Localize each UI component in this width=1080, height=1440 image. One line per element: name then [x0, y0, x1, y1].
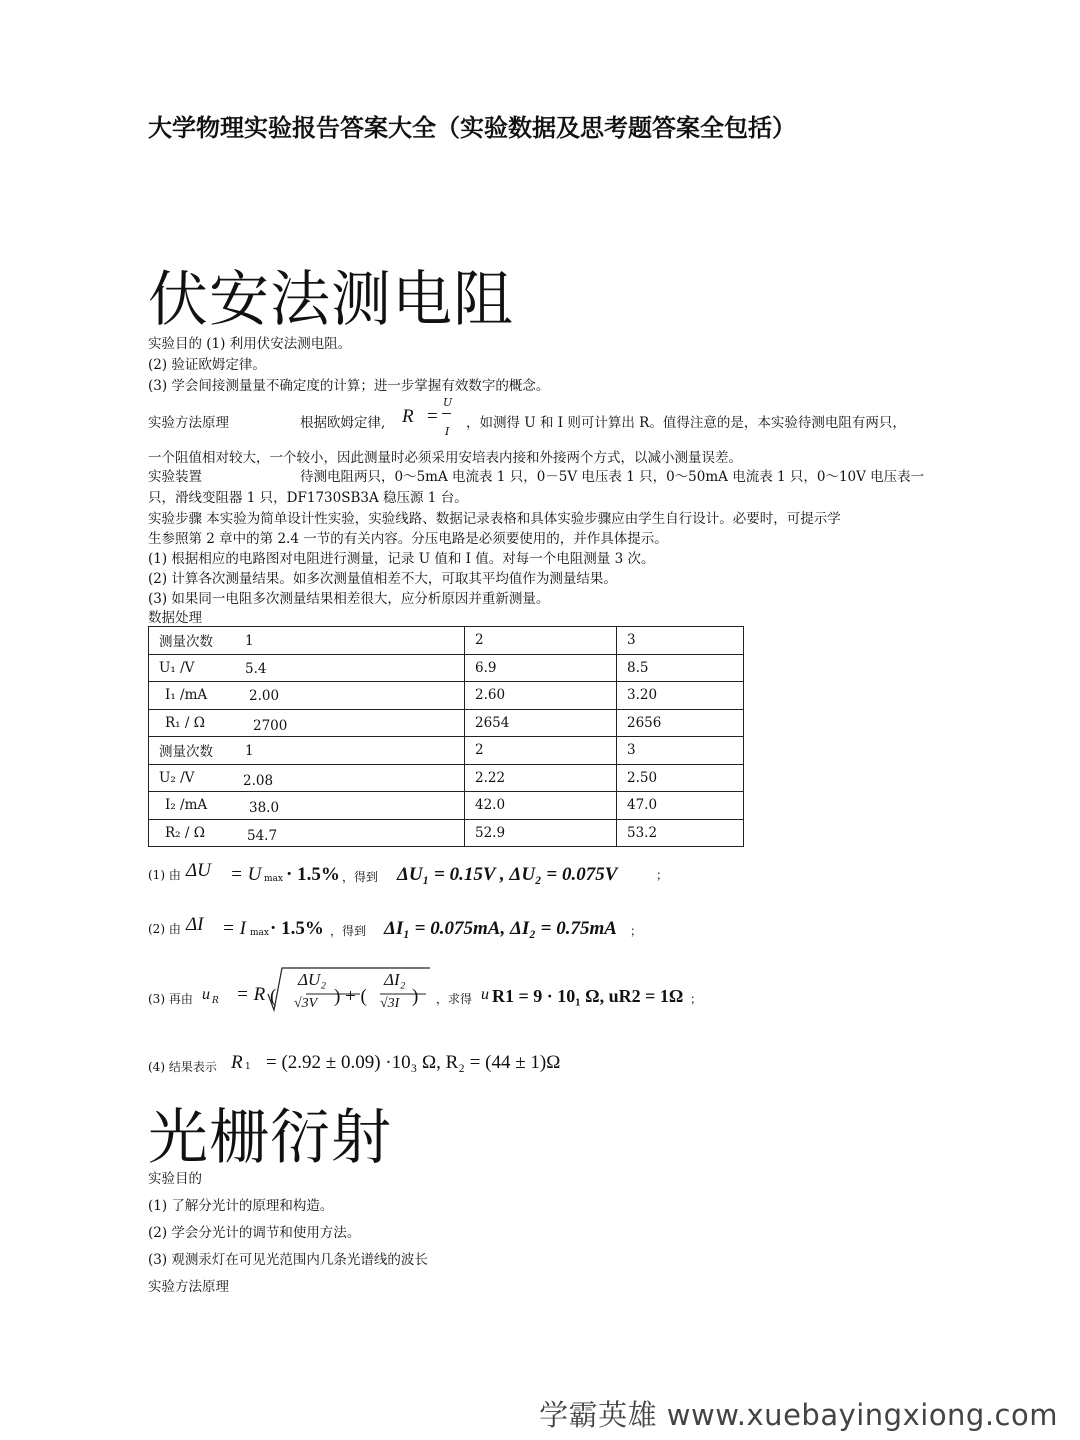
table-cell: 2654	[465, 709, 617, 737]
table-cell: 2.50	[617, 764, 744, 792]
grating-purpose-label: 实验目的	[148, 1171, 202, 1187]
grating-purpose-1: (1) 了解分光计的原理和构造。	[148, 1198, 334, 1214]
principle-u-symbol: U	[443, 396, 453, 409]
formula-3-open-paren: (	[270, 986, 277, 1007]
table-cell-label: 测量次数	[159, 744, 213, 761]
formula-3-r: R	[212, 996, 219, 1006]
table-cell: 3	[617, 627, 744, 655]
formula-4-prefix: (4) 结果表示	[148, 1060, 217, 1074]
table-cell-label: R₂ / Ω	[165, 824, 205, 841]
formula-3-result: R1 = 9 · 10₁ Ω, uR2 = 1Ω	[492, 986, 684, 1006]
formula-1-get: ，得到	[342, 870, 379, 884]
steps-line-5: (3) 如果同一电阻多次测量结果相差很大，应分析原因并重新测量。	[148, 591, 550, 607]
formula-3-get: ，求得	[436, 992, 473, 1006]
formula-2-prefix: (2) 由	[148, 922, 181, 936]
formula-2-get: ，得到	[330, 924, 367, 938]
table-row	[149, 654, 744, 682]
formula-4-sub: 1	[245, 1062, 251, 1072]
data-processing-label: 数据处理	[148, 610, 202, 626]
formula-2-eq: = I	[222, 918, 246, 939]
grating-purpose-3: (3) 观测汞灯在可见光范围内几条光谱线的波长	[148, 1252, 428, 1268]
formula-3-root-2: √3I	[380, 996, 400, 1011]
formula-1-prefix: (1) 由	[148, 868, 181, 882]
purpose-line-3: (3) 学会间接测量量不确定度的计算；进一步掌握有效数字的概念。	[148, 378, 550, 394]
table-cell: 1	[245, 633, 254, 649]
formula-1-eq: = U	[230, 864, 262, 885]
table-row	[149, 792, 744, 820]
steps-line-4: (2) 计算各次测量结果。如多次测量值相差不大，可取其平均值作为测量结果。	[148, 571, 617, 587]
principle-line-2: 一个阻值相对较大，一个较小，因此测量时必须采用安培表内接和外接两个方式，以减小测量误差。	[148, 450, 742, 466]
measurement-table	[148, 626, 744, 847]
device-line-2: 只，滑线变阻器 1 只，DF1730SB3A 稳压源 1 台。	[148, 490, 468, 506]
formula-3-result-u: u	[481, 986, 489, 1003]
table-cell: 2.00	[249, 688, 280, 704]
table-cell: 2.22	[465, 764, 617, 792]
section-heading-grating: 光栅衍射	[148, 1103, 392, 1173]
formula-2-end: ；	[630, 924, 643, 938]
table-cell-label: I₁ /mA	[165, 687, 208, 704]
table-row	[149, 764, 744, 792]
grating-principle-label: 实验方法原理	[148, 1279, 229, 1295]
table-cell: 53.2	[617, 819, 744, 847]
table-cell-label: I₂ /mA	[165, 797, 208, 814]
table-cell: 3.20	[617, 682, 744, 710]
formula-3-u: u	[202, 986, 210, 1003]
formula-3-root: √3V	[294, 996, 318, 1011]
steps-line-1: 实验步骤 本实验为简单设计性实验，实验线路、数据记录表格和具体实验步骤应由学生自行设计。必要时，可提示学	[148, 511, 841, 527]
formula-1-tail: · 1.5%	[286, 864, 340, 885]
steps-line-2: 生参照第 2 章中的第 2.4 一节的有关内容。分压电路是必须要使用的，并作具体提示。	[148, 531, 668, 547]
steps-line-3: (1) 根据相应的电路图对电阻进行测量，记录 U 值和 I 值。对每一个电阻测量 3 次。	[148, 551, 655, 567]
table-cell: 54.7	[247, 827, 278, 844]
formula-2-delta: ΔI	[186, 914, 204, 935]
principle-r-symbol: R	[402, 406, 414, 427]
table-cell: 2656	[617, 709, 744, 737]
table-cell: 3	[617, 737, 744, 765]
table-cell: 5.4	[245, 660, 267, 677]
formula-1-end: ；	[656, 868, 669, 882]
formula-2-tail: · 1.5%	[270, 918, 324, 939]
table-cell-label: U₁ /V	[159, 659, 195, 676]
formula-3-eq: = R	[236, 984, 266, 1005]
device-line-1: 待测电阻两只，0～5mA 电流表 1 只，0－5V 电压表 1 只，0～50mA 电流表 1 只，0～10V 电压表一	[300, 469, 925, 485]
formula-1-max: max	[264, 874, 283, 884]
formula-4-r1: R	[231, 1052, 243, 1073]
formula-1-result: ΔU₁ = 0.15V , ΔU₂ = 0.075V	[397, 864, 618, 885]
formula-3-close: )	[412, 986, 419, 1007]
principle-rest: ，如测得 U 和 I 则可计算出 R。值得注意的是，本实验待测电阻有两只，	[466, 415, 906, 431]
table-row	[149, 819, 744, 847]
purpose-line-2: (2) 验证欧姆定律。	[148, 357, 266, 373]
device-label: 实验装置	[148, 469, 202, 485]
table-cell: 2.60	[465, 682, 617, 710]
formula-2-max: max	[250, 928, 269, 938]
principle-intro: 根据欧姆定律,	[300, 415, 386, 431]
fraction-bar	[442, 413, 451, 414]
formula-3-plus: ) + (	[334, 986, 367, 1007]
formula-1-delta: ΔU	[186, 860, 211, 881]
formula-2-result: ΔI₁ = 0.075mA, ΔI₂ = 0.75mA	[384, 918, 617, 939]
principle-i-symbol: I	[445, 425, 450, 438]
formula-4-result: = (2.92 ± 0.09) ·10₃ Ω, R₂ = (44 ± 1)Ω	[266, 1052, 561, 1073]
table-cell: 2	[465, 737, 617, 765]
table-cell-label: U₂ /V	[159, 769, 195, 786]
table-row	[149, 709, 744, 737]
principle-label: 实验方法原理	[148, 415, 229, 431]
table-cell-label: 测量次数	[159, 634, 213, 651]
grating-purpose-2: (2) 学会分光计的调节和使用方法。	[148, 1225, 361, 1241]
formula-3-end: ；	[690, 992, 703, 1006]
purpose-line-1: 实验目的 (1) 利用伏安法测电阻。	[148, 336, 352, 352]
formula-3-di: ΔI₂	[384, 970, 406, 989]
table-cell: 47.0	[617, 792, 744, 820]
table-cell: 52.9	[465, 819, 617, 847]
table-row	[149, 627, 744, 655]
table-row	[149, 682, 744, 710]
table-cell: 6.9	[465, 654, 617, 682]
formula-3-du: ΔU₂	[298, 970, 327, 989]
watermark: 学霸英雄 www.xuebayingxiong.com	[539, 1398, 1058, 1432]
table-row	[149, 737, 744, 765]
principle-equals: =	[427, 406, 438, 427]
table-cell: 2700	[253, 717, 288, 734]
document-title: 大学物理实验报告答案大全（实验数据及思考题答案全包括）	[148, 114, 796, 142]
table-cell: 8.5	[617, 654, 744, 682]
formula-3-prefix: (3) 再由	[148, 992, 193, 1006]
table-cell: 1	[245, 743, 254, 759]
table-cell: 42.0	[465, 792, 617, 820]
table-cell-label: R₁ / Ω	[165, 714, 205, 731]
table-cell: 38.0	[249, 800, 280, 816]
section-heading-voltammetry: 伏安法测电阻	[148, 265, 514, 335]
table-cell: 2.08	[243, 772, 274, 789]
table-cell: 2	[465, 627, 617, 655]
